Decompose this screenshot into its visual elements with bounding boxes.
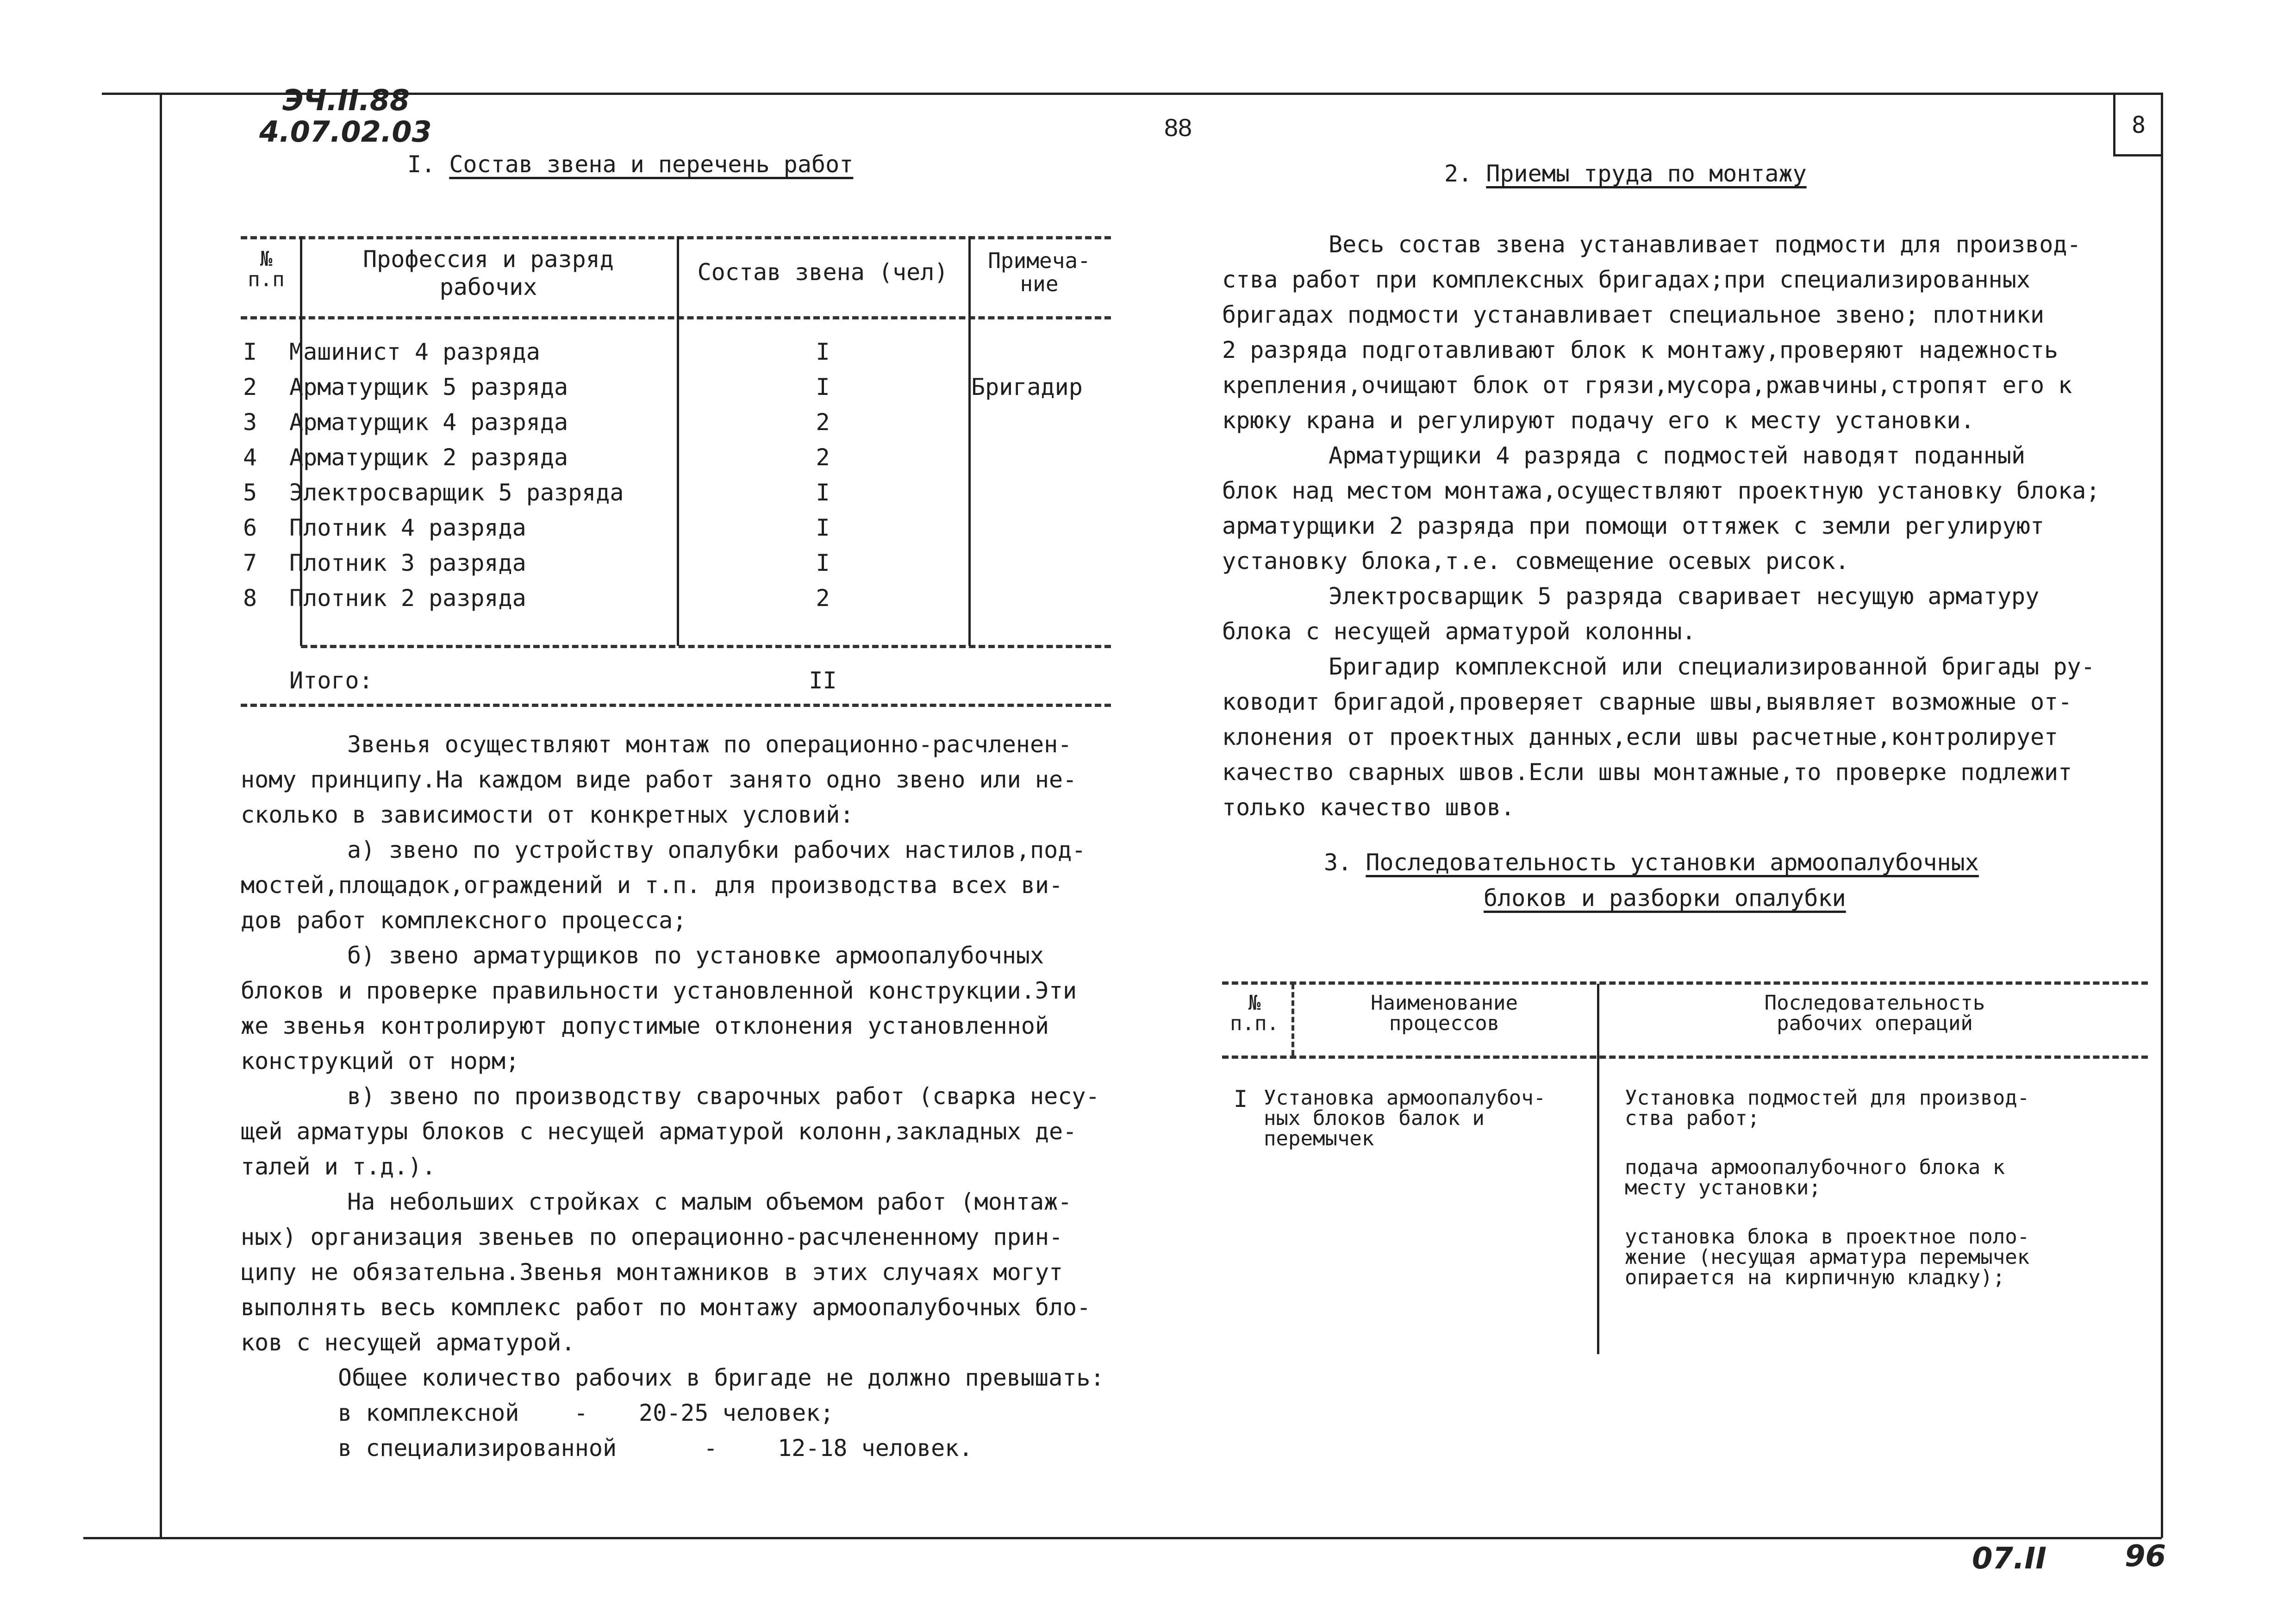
crew-row-7: 7 <box>243 550 257 576</box>
crew-row-1-profession: Машинист 4 разряда <box>289 338 540 365</box>
s2-paragraph-4: Бригадир комплексной или специализированной бригады ру- ководит бригадой,проверяет сварные швы,выявляет возможные от- клонения от проектных данных,если швы расчетные,контролирует качество сварных швов.Если швы монтажные,то проверке подлежит только качество швов. <box>1222 653 2095 821</box>
section-2-title-text: Приемы труда по монтажу <box>1486 160 1807 187</box>
section-3-title <box>1324 851 1979 874</box>
seq-header-ops: Последовательность рабочих операций <box>1764 991 1985 1035</box>
crew-table-top-border <box>241 236 1111 239</box>
footer-code: 07.II <box>1972 1542 2046 1576</box>
seq-row-1-operation-3: установка блока в проектное поло- жение (несущая арматура перемычек опирается на кирпичную кладку); <box>1625 1225 2030 1289</box>
section-1-title <box>407 153 853 176</box>
crew-table-col-divider-2 <box>677 236 679 646</box>
page-number: 88 <box>1164 114 1192 142</box>
crew-header-profession: Профессия и разряд рабочих <box>363 246 614 300</box>
seq-row-1-operation-1: Установка подмостей для производ- ства работ; <box>1625 1086 2030 1130</box>
stamp-code-2: 4.07.02.03 <box>259 115 432 149</box>
crew-row-6-profession: Плотник 4 разряда <box>289 514 526 541</box>
crew-row-4: 4 <box>243 444 257 471</box>
crew-row-2: 2 <box>243 374 257 400</box>
sequence-table-top-border <box>1222 981 2148 985</box>
frame-top-line <box>102 93 2162 95</box>
frame-bottom-line <box>83 1537 2162 1539</box>
sequence-table-col-divider-1 <box>1292 984 1294 1056</box>
stamp-code-1: ЭЧ.II.88 <box>282 83 410 117</box>
crew-row-4-profession: Арматурщик 2 разряда <box>289 444 568 471</box>
crew-row-6-count: I <box>816 514 830 541</box>
crew-row-3-profession: Арматурщик 4 разряда <box>289 409 568 436</box>
section-1-number: I. <box>407 151 436 178</box>
crew-table-bottom-rule <box>301 645 1111 648</box>
total-workers-row-1: в комплексной - 20-25 человек; <box>338 1399 834 1426</box>
s2-paragraph-3: Электросварщик 5 разряда сваривает несущую арматуру блока с несущей арматурой колонны. <box>1222 583 2040 645</box>
crew-total-label: Итого: <box>289 667 373 694</box>
section-3-number: 3. <box>1324 849 1352 876</box>
crew-row-8: 8 <box>243 585 257 612</box>
crew-row-7-count: I <box>816 550 830 576</box>
crew-row-2-note: Бригадир <box>971 374 1083 400</box>
seq-header-num: № п.п. <box>1230 991 1279 1035</box>
crew-row-5-profession: Электросварщик 5 разряда <box>289 479 624 506</box>
s2-paragraph-1: Весь состав звена устанавливает подмости для производ- ства работ при комплексных бригадах;при специализированных бригадах подмости устанавливает специальное звено; плотники 2 разряда подготавливают блок к монтажу,проверяют надежность крепления,очищают блок от грязи,мусора,ржавчины,стропят его к крюку крана и регулируют подачу его к месту установки. <box>1222 231 2081 434</box>
footer-number: 96 <box>2125 1539 2166 1574</box>
section-3-title-line-2: блоков и разборки опалубки <box>1484 885 1846 912</box>
total-workers-row-2: в специализированной - 12-18 человек. <box>338 1435 973 1462</box>
frame-left-line <box>160 93 162 1537</box>
crew-row-5-count: I <box>816 479 830 506</box>
seq-row-1-num: I <box>1233 1086 1248 1112</box>
crew-header-num: № п.п <box>248 247 285 291</box>
crew-row-3: 3 <box>243 409 257 436</box>
crew-row-2-count: I <box>816 374 830 400</box>
crew-table-col-divider-3 <box>968 236 971 646</box>
section-2-title <box>1444 162 1807 185</box>
crew-table-total-rule <box>241 704 1111 707</box>
seq-row-1-process: Установка армоопалубоч- ных блоков балок и перемычек <box>1264 1086 1546 1150</box>
s2-paragraph-2: Арматурщики 4 разряда с подмостей наводят поданный блок над местом монтажа,осуществляют проектную установку блока; арматурщики 2 разряда при помощи оттяжек с земли регулируют установку блока,т.е. совмещение осевых рисок. <box>1222 442 2100 575</box>
crew-row-8-profession: Плотник 2 разряда <box>289 585 526 612</box>
seq-row-1-operation-2: подача армоопалубочного блока к месту установки; <box>1625 1156 2005 1199</box>
s1-paragraph-b: б) звено арматурщиков по установке армоопалубочных блоков и проверке правильности установленной конструкции.Эти же звенья контролируют допустимые отклонения установленной конструкций от норм; <box>241 942 1077 1074</box>
sheet-number: 8 <box>2131 112 2146 138</box>
s1-total-workers: Общее количество рабочих в бригаде не должно превышать: в комплексной - 20-25 человек; в специализированной - 12-18 человек. <box>241 1360 1120 1466</box>
section-1-title-text: Состав звена и перечень работ <box>449 151 854 178</box>
crew-row-6: 6 <box>243 514 257 541</box>
s1-paragraph-small-sites: На небольших стройках с малым объемом работ (монтаж- ных) организация звеньев по операционно-расчлененному прин- ципу не обязательна.Звенья монтажников в этих случаях могут выполнять весь комплекс работ по монтажу армоопалубочных бло- ков с несущей арматурой. <box>241 1188 1091 1356</box>
crew-header-note: Примеча- ние <box>988 248 1091 296</box>
crew-table-header-rule <box>241 316 1111 319</box>
seq-header-process: Наименование процессов <box>1371 991 1518 1035</box>
crew-row-1-count: I <box>816 338 830 365</box>
crew-row-5: 5 <box>243 479 257 506</box>
section-2-number: 2. <box>1444 160 1472 187</box>
crew-row-8-count: 2 <box>816 585 830 612</box>
crew-total-value: II <box>809 667 837 694</box>
crew-row-2-profession: Арматурщик 5 разряда <box>289 374 568 400</box>
s1-paragraph-v: в) звено по производству сварочных работ (сварка несу- щей арматуры блоков с несущей арматурой колонн,закладных де- талей и т.д.). <box>241 1083 1100 1180</box>
crew-row-3-count: 2 <box>816 409 830 436</box>
s1-paragraph-a: а) звено по устройству опалубки рабочих настилов,под- мостей,площадок,ограждений и т.п. для производства всех ви- дов работ комплексного процесса; <box>241 837 1086 934</box>
section-3-title-line-1: Последовательность установки армоопалубочных <box>1366 849 1979 876</box>
crew-header-count: Состав звена (чел) <box>697 259 948 286</box>
sequence-table-header-rule <box>1222 1056 2148 1059</box>
sequence-table-col-divider-2 <box>1597 984 1599 1354</box>
crew-row-1: I <box>243 338 257 365</box>
s1-paragraph-1: Звенья осуществляют монтаж по операционно-расчленен- ному принципу.На каждом виде работ занято одно звено или не- сколько в зависимости от конкретных условий: <box>241 731 1077 828</box>
frame-right-line <box>2161 93 2163 1538</box>
crew-row-4-count: 2 <box>816 444 830 471</box>
section-2-body <box>1222 227 2148 825</box>
crew-row-7-profession: Плотник 3 разряда <box>289 550 526 576</box>
section-1-body <box>241 727 1120 1466</box>
